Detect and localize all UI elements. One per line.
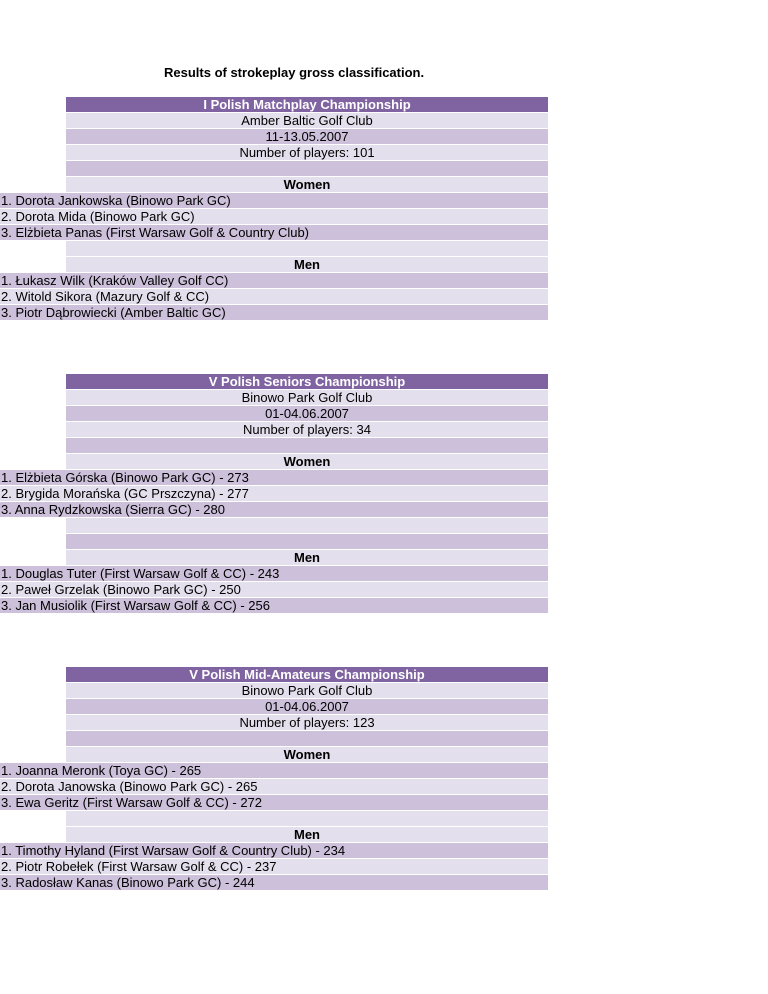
men-heading: Men (66, 550, 548, 566)
result-text: 3. Jan Musiolik (First Warsaw Golf & CC) - 256 (1, 598, 270, 613)
result-text: 2. Brygida Morańska (GC Prszczyna) - 277 (1, 486, 249, 501)
result-row (0, 305, 548, 321)
women-heading: Women (66, 747, 548, 763)
result-row (0, 289, 548, 305)
result-row (0, 566, 548, 582)
championship-table-mid-amateurs (1, 667, 548, 891)
result-row (0, 598, 548, 614)
men-heading: Men (66, 257, 548, 273)
spacer-row (66, 534, 548, 550)
result-text: 3. Elżbieta Panas (First Warsaw Golf & Country Club) (1, 225, 310, 240)
result-text: 2. Piotr Robełek (First Warsaw Golf & CC) - 237 (1, 859, 277, 874)
players-count: Number of players: 123 (66, 715, 548, 731)
result-row (0, 209, 548, 225)
players-count: Number of players: 101 (66, 145, 548, 161)
result-text: 1. Joanna Meronk (Toya GC) - 265 (1, 763, 202, 778)
result-text: 1. Dorota Jankowska (Binowo Park GC) (1, 193, 231, 208)
club-name: Binowo Park Golf Club (66, 390, 548, 406)
spacer-row (66, 811, 548, 827)
women-heading: Women (66, 454, 548, 470)
result-row (0, 273, 548, 289)
result-row (0, 470, 548, 486)
spacer-row (66, 161, 548, 177)
result-row (0, 502, 548, 518)
championship-title: V Polish Seniors Championship (66, 374, 548, 390)
result-text: 3. Anna Rydzkowska (Sierra GC) - 280 (1, 502, 225, 517)
result-text: 2. Paweł Grzelak (Binowo Park GC) - 250 (1, 582, 241, 597)
championship-table-seniors (1, 374, 548, 614)
result-text: 2. Dorota Janowska (Binowo Park GC) - 265 (1, 779, 258, 794)
players-count: Number of players: 34 (66, 422, 548, 438)
result-row (0, 795, 548, 811)
result-row (0, 763, 548, 779)
result-text: 1. Timothy Hyland (First Warsaw Golf & Country Club) - 234 (1, 843, 346, 858)
result-text: 1. Łukasz Wilk (Kraków Valley Golf CC) (1, 273, 229, 288)
result-text: 2. Witold Sikora (Mazury Golf & CC) (1, 289, 210, 304)
result-text: 1. Elżbieta Górska (Binowo Park GC) - 273 (1, 470, 249, 485)
result-row (0, 779, 548, 795)
result-text: 3. Piotr Dąbrowiecki (Amber Baltic GC) (1, 305, 226, 320)
women-heading: Women (66, 177, 548, 193)
result-row (0, 875, 548, 891)
championship-table-matchplay (1, 97, 548, 321)
club-name: Binowo Park Golf Club (66, 683, 548, 699)
event-dates: 01-04.06.2007 (66, 699, 548, 715)
result-row (0, 582, 548, 598)
championship-title: V Polish Mid-Amateurs Championship (66, 667, 548, 683)
men-heading: Men (66, 827, 548, 843)
spacer-row (66, 241, 548, 257)
club-name: Amber Baltic Golf Club (66, 113, 548, 129)
championship-title: I Polish Matchplay Championship (66, 97, 548, 113)
spacer-row (66, 438, 548, 454)
result-text: 3. Ewa Geritz (First Warsaw Golf & CC) - 272 (1, 795, 263, 810)
result-row (0, 859, 548, 875)
event-dates: 01-04.06.2007 (66, 406, 548, 422)
result-row (0, 193, 548, 209)
result-row (0, 225, 548, 241)
result-row (0, 486, 548, 502)
result-row (0, 843, 548, 859)
spacer-row (66, 518, 548, 534)
spacer-row (66, 731, 548, 747)
event-dates: 11-13.05.2007 (66, 129, 548, 145)
page-title: Results of strokeplay gross classification. (164, 65, 425, 80)
result-text: 2. Dorota Mida (Binowo Park GC) (1, 209, 195, 224)
result-text: 3. Radosław Kanas (Binowo Park GC) - 244 (1, 875, 255, 890)
result-text: 1. Douglas Tuter (First Warsaw Golf & CC) - 243 (1, 566, 280, 581)
